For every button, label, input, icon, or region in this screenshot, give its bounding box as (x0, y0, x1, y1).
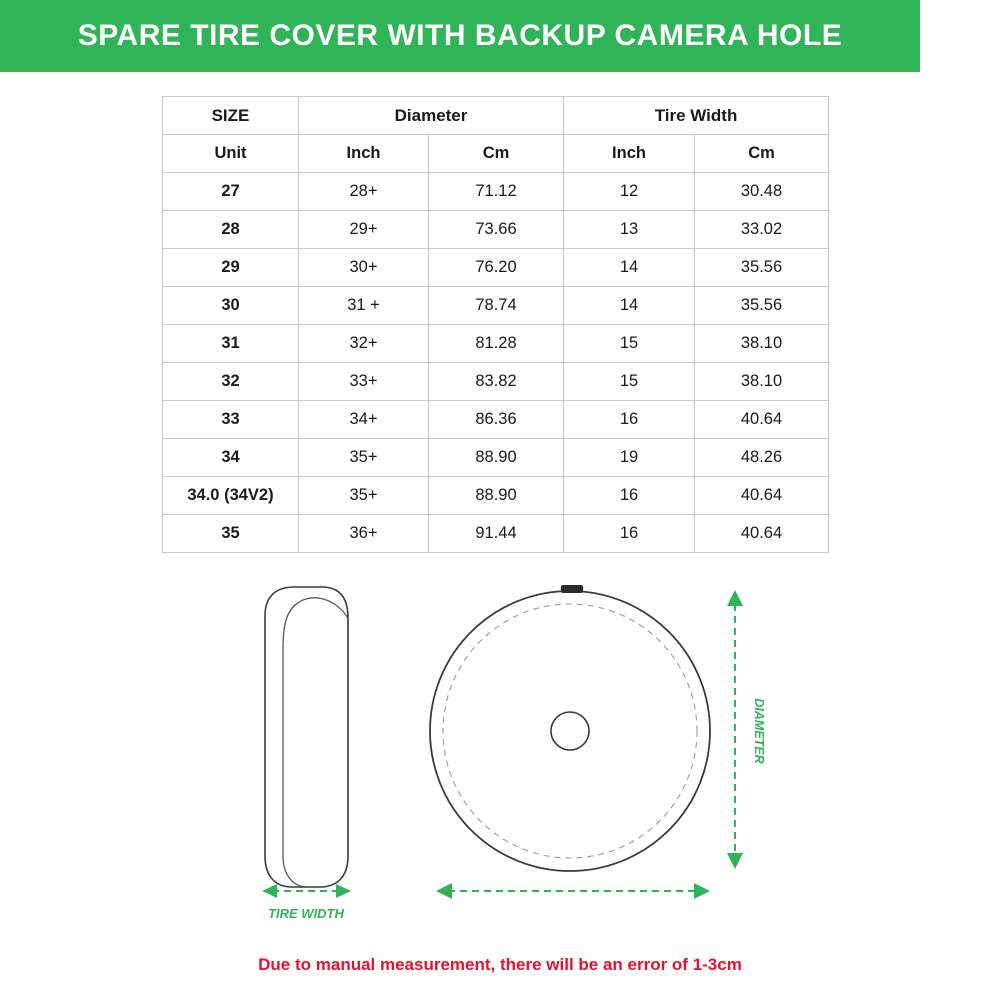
cell-diameter-cm: 88.90 (429, 439, 564, 477)
table-row (163, 173, 829, 211)
cell-diameter-cm: 76.20 (429, 249, 564, 287)
measurement-disclaimer: Due to manual measurement, there will be an error of 1-3cm (258, 955, 742, 974)
cell-size: 29 (163, 249, 299, 287)
unit-width-cm: Cm (695, 135, 829, 173)
cell-width-cm: 33.02 (695, 211, 829, 249)
cell-size: 32 (163, 363, 299, 401)
cell-width-cm: 30.48 (695, 173, 829, 211)
cell-width-cm: 38.10 (695, 325, 829, 363)
size-chart-table (162, 96, 829, 553)
cell-width-inch: 14 (564, 287, 695, 325)
size-chart-table-container (162, 96, 828, 553)
tire-width-dimension (262, 884, 351, 921)
cell-width-inch: 16 (564, 477, 695, 515)
cell-size: 27 (163, 173, 299, 211)
cell-width-cm: 40.64 (695, 477, 829, 515)
table-row (163, 477, 829, 515)
cell-diameter-cm: 86.36 (429, 401, 564, 439)
cell-width-cm: 40.64 (695, 401, 829, 439)
cell-size: 31 (163, 325, 299, 363)
cell-width-inch: 15 (564, 363, 695, 401)
cell-diameter-inch: 30+ (299, 249, 429, 287)
cell-width-inch: 16 (564, 515, 695, 553)
cell-width-cm: 48.26 (695, 439, 829, 477)
cell-size: 33 (163, 401, 299, 439)
cell-size: 34 (163, 439, 299, 477)
unit-diameter-cm: Cm (429, 135, 564, 173)
page-title: SPARE TIRE COVER WITH BACKUP CAMERA HOLE (77, 19, 843, 52)
cell-diameter-inch: 28+ (299, 173, 429, 211)
cell-diameter-inch: 36+ (299, 515, 429, 553)
cell-diameter-cm: 91.44 (429, 515, 564, 553)
table-row (163, 515, 829, 553)
header-banner (0, 0, 920, 72)
diameter-label: DIAMETER (752, 698, 766, 764)
header-diameter: Diameter (299, 97, 564, 135)
cell-diameter-cm: 73.66 (429, 211, 564, 249)
cell-diameter-cm: 83.82 (429, 363, 564, 401)
cell-size: 35 (163, 515, 299, 553)
cell-width-cm: 38.10 (695, 363, 829, 401)
header-tire-width: Tire Width (564, 97, 829, 135)
cell-width-inch: 19 (564, 439, 695, 477)
cell-diameter-inch: 35+ (299, 439, 429, 477)
cell-size: 28 (163, 211, 299, 249)
cell-diameter-cm: 71.12 (429, 173, 564, 211)
table-row (163, 439, 829, 477)
cell-size: 34.0 (34V2) (163, 477, 299, 515)
cell-width-cm: 40.64 (695, 515, 829, 553)
cell-diameter-inch: 29+ (299, 211, 429, 249)
side-view-shape (265, 587, 348, 887)
table-row (163, 249, 829, 287)
table-group-header-row (163, 97, 829, 135)
cell-diameter-cm: 81.28 (429, 325, 564, 363)
cell-diameter-inch: 35+ (299, 477, 429, 515)
camera-hole (551, 712, 589, 750)
cell-width-cm: 35.56 (695, 287, 829, 325)
cell-width-inch: 16 (564, 401, 695, 439)
cell-width-inch: 14 (564, 249, 695, 287)
cell-width-cm: 35.56 (695, 249, 829, 287)
cell-diameter-inch: 31 + (299, 287, 429, 325)
front-view-shape (430, 585, 710, 871)
table-row (163, 325, 829, 363)
diameter-horizontal-dimension (436, 883, 710, 899)
diameter-vertical-dimension (727, 590, 766, 869)
cell-diameter-inch: 32+ (299, 325, 429, 363)
cell-width-inch: 15 (564, 325, 695, 363)
unit-diameter-inch: Inch (299, 135, 429, 173)
table-row (163, 287, 829, 325)
cell-width-inch: 13 (564, 211, 695, 249)
cell-diameter-cm: 88.90 (429, 477, 564, 515)
table-row (163, 363, 829, 401)
cell-diameter-inch: 33+ (299, 363, 429, 401)
table-row (163, 211, 829, 249)
unit-width-inch: Inch (564, 135, 695, 173)
unit-label: Unit (163, 135, 299, 173)
cell-diameter-inch: 34+ (299, 401, 429, 439)
product-diagram (0, 556, 1000, 946)
table-row (163, 401, 829, 439)
header-size: SIZE (163, 97, 299, 135)
tire-width-label: TIRE WIDTH (268, 906, 344, 921)
camera-notch (561, 585, 583, 593)
cell-size: 30 (163, 287, 299, 325)
cell-diameter-cm: 78.74 (429, 287, 564, 325)
table-unit-row (163, 135, 829, 173)
cell-width-inch: 12 (564, 173, 695, 211)
